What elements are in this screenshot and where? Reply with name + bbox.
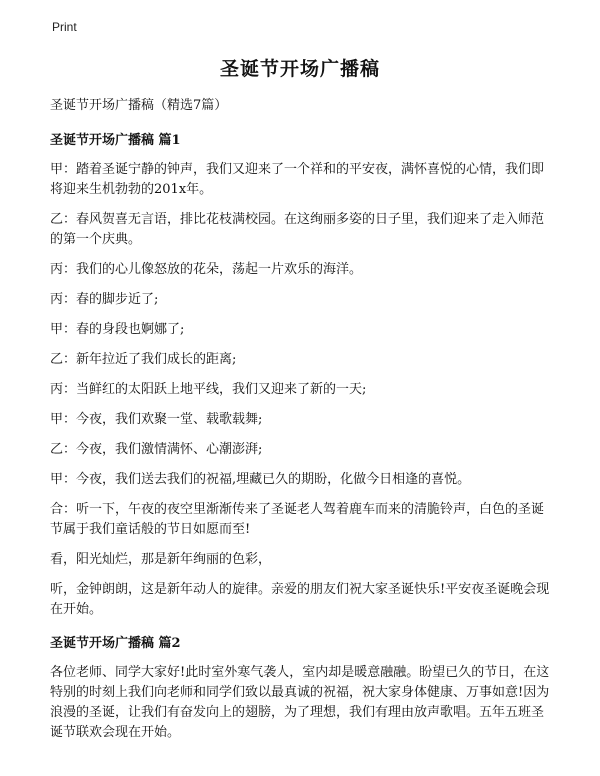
page-title: 圣诞节开场广播稿 <box>219 58 380 80</box>
section-heading-1: 圣诞节开场广播稿 篇1 <box>50 133 181 148</box>
paragraph: 听，金钟朗朗，这是新年动人的旋律。亲爱的朋友们祝大家圣诞快乐!平安夜圣诞晚会现在开始。 <box>50 582 550 617</box>
print-link[interactable]: Print <box>52 20 77 34</box>
paragraph: 甲：春的身段也婀娜了; <box>50 322 185 337</box>
paragraph: 丙：我们的心儿像怒放的花朵，荡起一片欢乐的海洋。 <box>50 262 363 277</box>
paragraph: 看，阳光灿烂，那是新年绚丽的色彩， <box>50 552 272 567</box>
paragraph: 甲：今夜，我们欢聚一堂、载歌载舞; <box>50 412 263 427</box>
document-subtitle: 圣诞节开场广播稿（精选7篇） <box>50 98 228 113</box>
paragraph: 丙：春的脚步近了; <box>50 292 159 307</box>
section-heading-2: 圣诞节开场广播稿 篇2 <box>50 636 181 651</box>
paragraph: 乙：新年拉近了我们成长的距离; <box>50 352 237 367</box>
paragraph: 甲：今夜，我们送去我们的祝福,埋藏已久的期盼，化做今日相逢的喜悦。 <box>50 472 471 487</box>
paragraph: 各位老师、同学大家好!此时室外寒气袭人，室内却是暖意融融。盼望已久的节日，在这特别的时刻上我们向老师和同学们致以最真诚的祝福，祝大家身体健康、万事如意!因为浪漫的圣诞，让我们有奋发向上的翅膀，为了理想，我们有理由放声歌唱。五年五班圣诞节联欢会现在开始。 <box>50 665 550 740</box>
paragraph: 甲：踏着圣诞宁静的钟声，我们又迎来了一个祥和的平安夜，满怀喜悦的心情，我们即将迎来生机勃勃的201x年。 <box>50 162 545 197</box>
paragraph: 合：听一下，午夜的夜空里渐渐传来了圣诞老人驾着鹿车而来的清脆铃声，白色的圣诞节属于我们童话般的节日如愿而至! <box>50 502 545 537</box>
document-body <box>50 94 552 753</box>
paragraph: 乙：春风贺喜无言语，排比花枝满校园。在这绚丽多姿的日子里，我们迎来了走入师范的第一个庆典。 <box>50 212 545 247</box>
paragraph: 乙：今夜，我们激情满怀、心潮澎湃; <box>50 442 263 457</box>
paragraph: 丙：当鲜红的太阳跃上地平线，我们又迎来了新的一天; <box>50 382 367 397</box>
